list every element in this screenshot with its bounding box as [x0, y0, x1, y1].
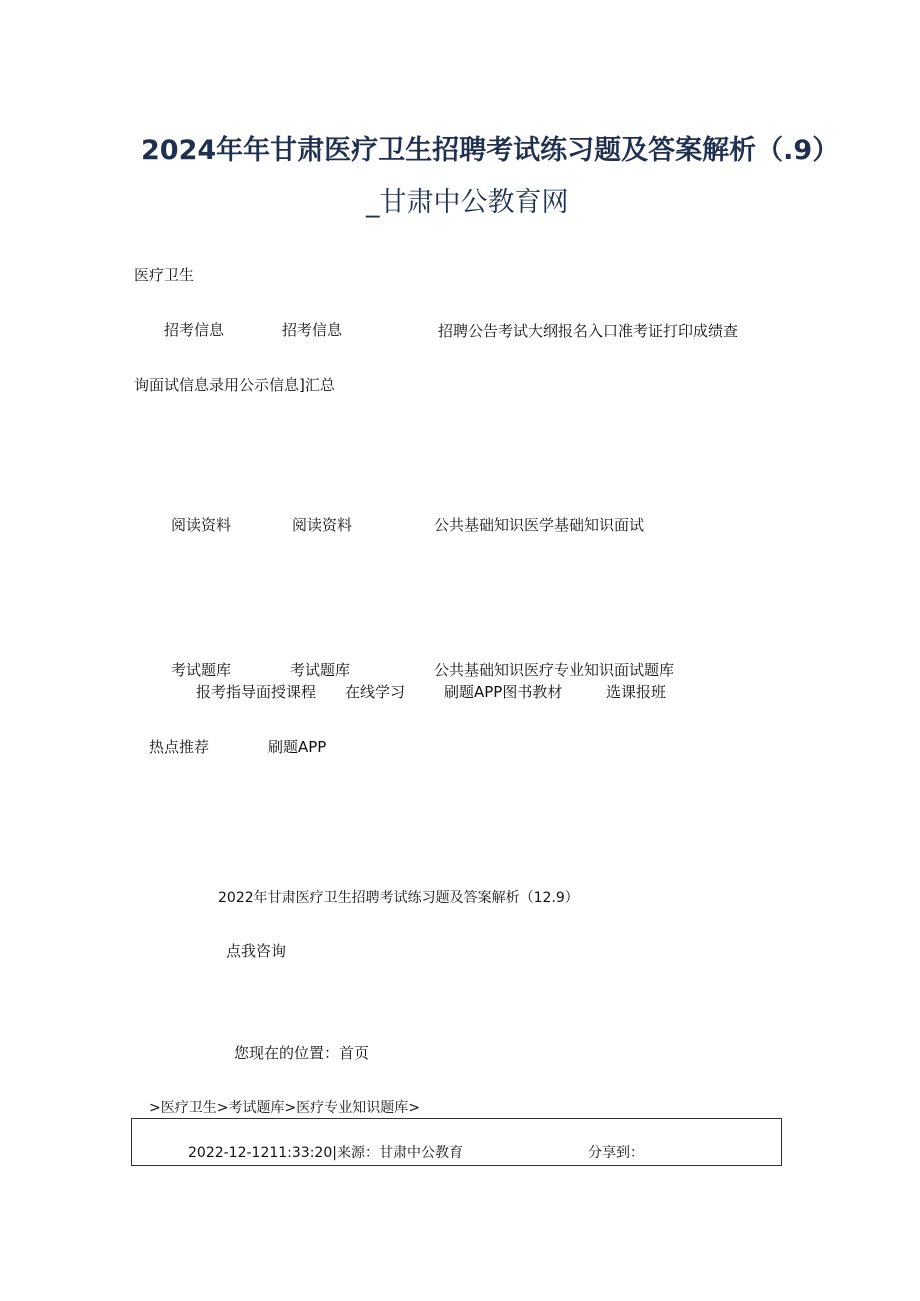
breadcrumb[interactable]: >医疗卫生>考试题库>医疗专业知识题库> [149, 1100, 420, 1116]
nav-link-enroll[interactable]: 选课报班 [606, 683, 667, 701]
nav-sublinks-reading[interactable]: 公共基础知识医学基础知识面试 [434, 516, 645, 534]
page-title-line-1: 2024年年甘肃医疗卫生招聘考试练习题及答案解析（.9） [141, 135, 840, 166]
consult-link[interactable]: 点我咨询 [226, 942, 287, 960]
nav-link-question-bank-2[interactable]: 考试题库 [290, 661, 351, 679]
share-label: 分享到： [588, 1145, 644, 1161]
nav-link-reading-2[interactable]: 阅读资料 [292, 516, 353, 534]
hot-recommend-app-link[interactable]: 刷题APP [268, 738, 327, 756]
nav-sublinks-exam-info-cont[interactable]: 询面试信息录用公示信息]汇总 [134, 376, 335, 394]
location-prefix: 您现在的位置：首页 [234, 1044, 370, 1062]
nav-link-guidance-courses[interactable]: 报考指导面授课程 [196, 683, 317, 701]
hot-recommend-label: 热点推荐 [149, 738, 210, 756]
nav-link-exam-info-2[interactable]: 招考信息 [282, 321, 343, 339]
nav-sublinks-exam-info[interactable]: 招聘公告考试大纲报名入口准考证打印成绩查 [438, 322, 739, 340]
article-meta-datetime-source: 2022-12-1211:33:20|来源：甘肃中公教育 [188, 1145, 463, 1161]
category-label[interactable]: 医疗卫生 [134, 266, 195, 284]
article-subtitle: 2022年甘肃医疗卫生招聘考试练习题及答案解析（12.9） [218, 890, 579, 906]
nav-link-online-study[interactable]: 在线学习 [345, 683, 406, 701]
nav-sublinks-question-bank[interactable]: 公共基础知识医疗专业知识面试题库 [434, 661, 675, 679]
nav-link-reading[interactable]: 阅读资料 [171, 516, 232, 534]
page-title-line-2: _甘肃中公教育网 [366, 187, 569, 218]
nav-link-question-bank[interactable]: 考试题库 [171, 661, 232, 679]
nav-link-app-books[interactable]: 刷题APP图书教材 [444, 683, 563, 701]
nav-link-exam-info[interactable]: 招考信息 [164, 321, 225, 339]
